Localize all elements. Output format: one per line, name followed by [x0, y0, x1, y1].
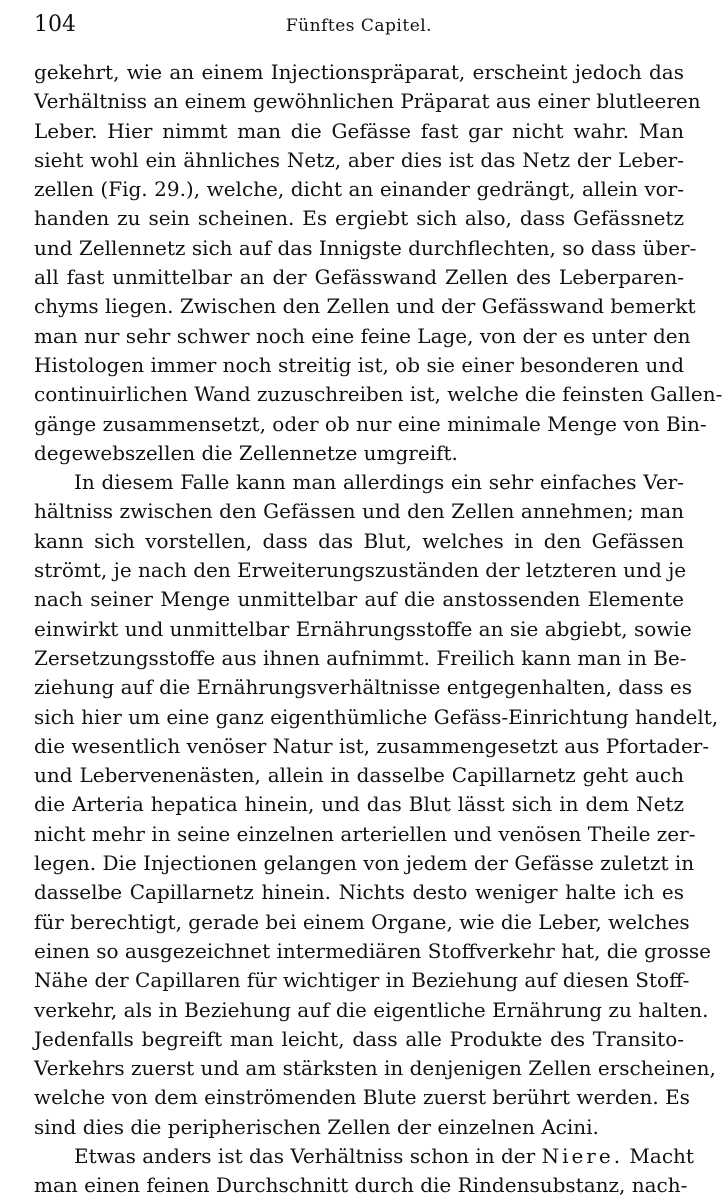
text-line: continuirlichen Wand zuzuschreiben ist, welche die feinsten Gallen-	[34, 382, 722, 407]
text-line	[34, 1142, 694, 1171]
text-line: Leber. Hier nimmt man die Gefässe fast gar nicht wahr. Man	[34, 118, 684, 143]
text-segment: Macht	[623, 1143, 694, 1168]
text-line: legen. Die Injectionen gelangen von jedem der Gefässe zuletzt in	[34, 851, 695, 876]
text-line: man einen feinen Durchschnitt durch die Rindensubstanz, nach-	[34, 1173, 688, 1198]
text-line: für berechtigt, gerade bei einem Organe, wie die Leber, welches	[34, 909, 690, 934]
text-line: einen so ausgezeichnet intermediären Stoffverkehr hat, die grosse	[34, 938, 711, 963]
text-line: einwirkt und unmittelbar Ernährungsstoffe an sie abgiebt, sowie	[34, 616, 692, 641]
text-line: die wesentlich venöser Natur ist, zusammengesetzt aus Pfortader-	[34, 733, 710, 758]
text-line: Nähe der Capillaren für wichtiger in Beziehung auf diesen Stoff-	[34, 968, 690, 993]
spaced-term: Niere.	[541, 1143, 624, 1168]
text-line: chyms liegen. Zwischen den Zellen und der Gefässwand bemerkt	[34, 294, 696, 319]
text-line: gekehrt, wie an einem Injectionspräparat, erscheint jedoch das	[34, 60, 684, 84]
text-line: und Zellennetz sich auf das Innigste durchflechten, so dass über-	[34, 235, 697, 260]
text-line: kann sich vorstellen, dass das Blut, welches in den Gefässen	[34, 528, 684, 553]
text-line: hältniss zwischen den Gefässen und den Zellen annehmen; man	[34, 499, 684, 524]
text-line: degewebszellen die Zellennetze umgreift.	[34, 440, 458, 465]
text-line: Verkehrs zuerst und am stärksten in denjenigen Zellen erscheinen,	[34, 1056, 716, 1081]
text-line: sind dies die peripherischen Zellen der einzelnen Acini.	[34, 1114, 599, 1139]
text-line: nicht mehr in seine einzelnen arteriellen und venösen Theile zer-	[34, 821, 696, 846]
text-line: welche von dem einströmenden Blute zuerst berührt werden. Es	[34, 1085, 690, 1110]
page-header	[34, 12, 684, 42]
text-line: zellen (Fig. 29.), welche, dicht an einander gedrängt, allein vor-	[34, 177, 684, 202]
text-segment: Etwas anders ist das Verhältniss schon in der	[74, 1143, 536, 1168]
text-line: In diesem Falle kann man allerdings ein sehr einfaches Ver-	[74, 470, 684, 495]
text-line: verkehr, als in Beziehung auf die eigentliche Ernährung zu halten.	[34, 997, 709, 1022]
text-line: dasselbe Capillarnetz hinein. Nichts desto weniger halte ich es	[34, 880, 684, 905]
text-line: die Arteria hepatica hinein, und das Blut lässt sich in dem Netz	[34, 792, 684, 817]
text-line: man nur sehr schwer noch eine feine Lage, von der es unter den	[34, 323, 691, 348]
text-line: strömt, je nach den Erweiterungszuständen der letzteren und je	[34, 558, 687, 583]
text-line: und Lebervenenästen, allein in dasselbe Capillarnetz geht auch	[34, 763, 684, 788]
text-line: handen zu sein scheinen. Es ergiebt sich also, dass Gefässnetz	[34, 206, 684, 231]
text-line: ziehung auf die Ernährungsverhältnisse entgegenhalten, dass es	[34, 675, 692, 700]
text-line: all fast unmittelbar an der Gefässwand Zellen des Leberparen-	[34, 265, 684, 290]
text-line: Verhältniss an einem gewöhnlichen Präparat aus einer blutleeren	[34, 89, 701, 114]
text-line: nach seiner Menge unmittelbar auf die anstossenden Elemente	[34, 587, 684, 612]
text-line: gänge zusammensetzt, oder ob nur eine minimale Menge von Bin-	[34, 411, 707, 436]
text-line: Zersetzungsstoffe aus ihnen aufnimmt. Freilich kann man in Be-	[34, 645, 687, 670]
text-line: Histologen immer noch streitig ist, ob sie einer besonderen und	[34, 352, 684, 377]
text-line: Jedenfalls begreift man leicht, dass alle Produkte des Transito-	[34, 1026, 684, 1051]
page-number: 104	[34, 12, 76, 37]
text-line: sich hier um eine ganz eigenthümliche Gefäss-Einrichtung handelt,	[34, 704, 719, 729]
running-title: Fünftes Capitel.	[285, 16, 433, 36]
body-text	[34, 58, 722, 1201]
text-line: sieht wohl ein ähnliches Netz, aber dies ist das Netz der Leber-	[34, 147, 684, 172]
